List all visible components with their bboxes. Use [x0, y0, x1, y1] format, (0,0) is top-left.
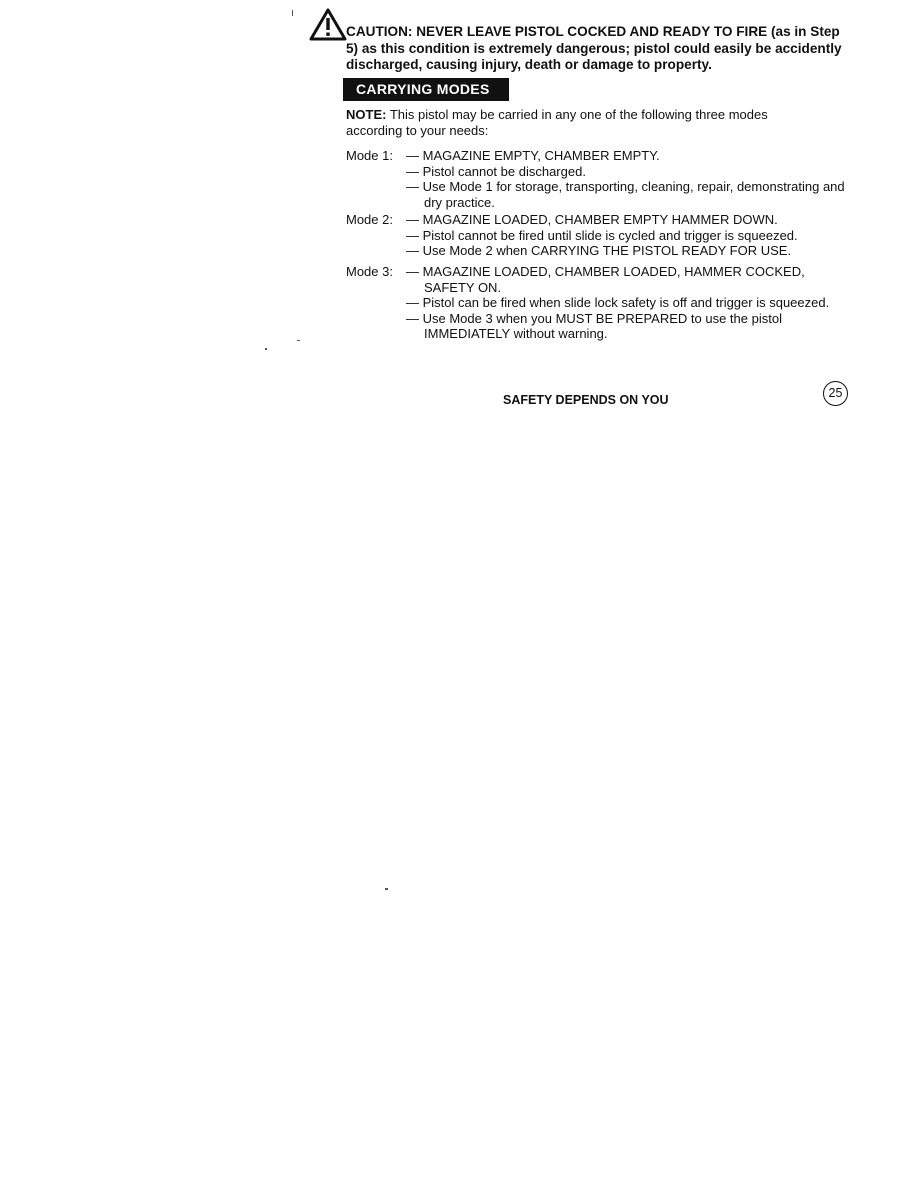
mode-title: — MAGAZINE EMPTY, CHAMBER EMPTY. — [406, 148, 660, 163]
mode-item: — Pistol cannot be fired until slide is cycled and trigger is squeezed. — [406, 227, 798, 243]
mode-label: Mode 3: — [346, 264, 393, 279]
mode-item: — Use Mode 2 when CARRYING THE PISTOL READY FOR USE. — [406, 243, 792, 258]
note-paragraph — [346, 107, 826, 138]
mode-label: Mode 2: — [346, 212, 393, 227]
section-header: CARRYING MODES — [343, 78, 509, 101]
mode-title: — MAGAZINE LOADED, CHAMBER LOADED, HAMMER COCKED, SAFETY ON. — [406, 264, 805, 295]
scan-speck — [297, 340, 300, 341]
mode-1 — [346, 148, 856, 210]
scan-speck — [385, 888, 388, 890]
scan-speck — [265, 348, 267, 350]
scan-speck — [292, 10, 293, 16]
mode-item: — Pistol can be fired when slide lock safety is off and trigger is squeezed. — [406, 295, 830, 310]
page-number: 25 — [823, 381, 848, 406]
footer-slogan: SAFETY DEPENDS ON YOU — [503, 393, 669, 407]
warning-triangle-icon — [309, 8, 347, 42]
mode-item: — Pistol cannot be discharged. — [406, 163, 586, 179]
mode-2 — [346, 212, 856, 259]
mode-item: — Use Mode 1 for storage, transporting, cleaning, repair, demonstrating and dry practice. — [406, 179, 845, 210]
note-label: NOTE: — [346, 107, 387, 122]
mode-title: — MAGAZINE LOADED, CHAMBER EMPTY HAMMER DOWN. — [406, 212, 778, 227]
note-text: This pistol may be carried in any one of the following three modes according to your needs: — [346, 107, 768, 138]
mode-label: Mode 1: — [346, 148, 393, 163]
caution-text: CAUTION: NEVER LEAVE PISTOL COCKED AND READY TO FIRE (as in Step 5) as this condition is extremely dangerous; pistol could easily be accidently discharged, causing injury, death or damage to property. — [346, 24, 842, 72]
mode-3 — [346, 264, 856, 342]
mode-item: — Use Mode 3 when you MUST BE PREPARED to use the pistol IMMEDIATELY without warning. — [406, 310, 782, 341]
